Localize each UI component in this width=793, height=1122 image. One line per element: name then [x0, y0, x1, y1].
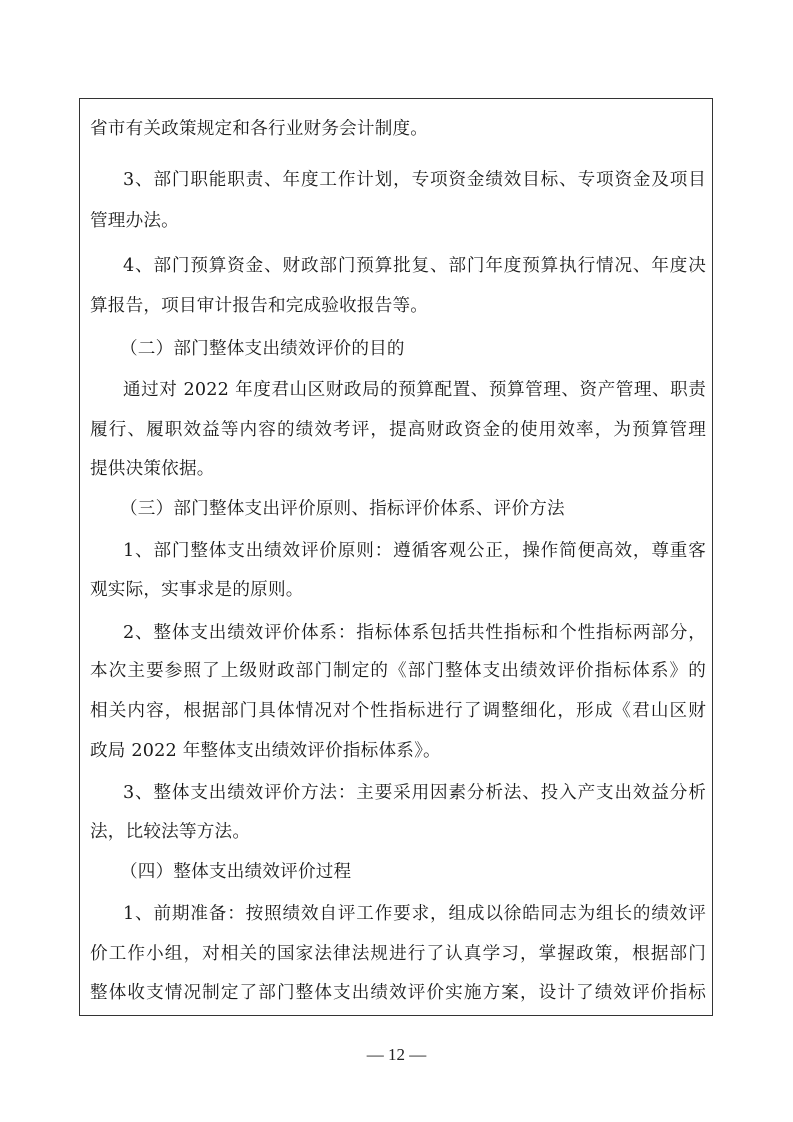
- text-line: 管理办法。: [90, 211, 179, 231]
- text-line: 本次主要参照了上级财政部门制定的《部门整体支出绩效评价指标体系》的: [90, 661, 706, 681]
- text-line: 通过对 2022 年度君山区财政局的预算配置、预算管理、资产管理、职责: [123, 380, 706, 400]
- text-line: 整体收支情况制定了部门整体支出绩效评价实施方案，设计了绩效评价指标: [90, 983, 706, 1003]
- text-line: 3、部门职能职责、年度工作计划，专项资金绩效目标、专项资金及项目: [123, 170, 706, 190]
- content-frame: [79, 98, 713, 1016]
- text-line: 提供决策依据。: [90, 459, 215, 479]
- text-line: 价工作小组，对相关的国家法律法规进行了认真学习，掌握政策，根据部门: [90, 944, 706, 964]
- text-line: 法，比较法等方法。: [90, 822, 251, 842]
- section-heading: （二）部门整体支出绩效评价的目的: [120, 339, 405, 359]
- text-line: 1、前期准备：按照绩效自评工作要求，组成以徐皓同志为组长的绩效评: [123, 904, 706, 924]
- text-line: 4、部门预算资金、财政部门预算批复、部门年度预算执行情况、年度决: [123, 256, 706, 276]
- text-line: 算报告，项目审计报告和完成验收报告等。: [90, 296, 429, 316]
- text-line: 1、部门整体支出绩效评价原则：遵循客观公正，操作简便高效，尊重客: [123, 541, 706, 561]
- text-line: 履行、履职效益等内容的绩效考评，提高财政资金的使用效率，为预算管理: [90, 420, 706, 440]
- text-line: 相关内容，根据部门具体情况对个性指标进行了调整细化，形成《君山区财: [90, 701, 706, 721]
- page-number: — 12 —: [366, 1045, 427, 1064]
- text-line: 2、整体支出绩效评价体系：指标体系包括共性指标和个性指标两部分，: [123, 623, 706, 643]
- section-heading: （四）整体支出绩效评价过程: [120, 862, 352, 882]
- text-line: 省市有关政策规定和各行业财务会计制度。: [90, 119, 429, 139]
- text-line: 政局 2022 年整体支出绩效评价指标体系》。: [90, 741, 441, 761]
- text-line: 3、整体支出绩效评价方法：主要采用因素分析法、投入产支出效益分析: [123, 783, 706, 803]
- text-line: 观实际，实事求是的原则。: [90, 580, 304, 600]
- section-heading: （三）部门整体支出评价原则、指标评价体系、评价方法: [120, 499, 565, 519]
